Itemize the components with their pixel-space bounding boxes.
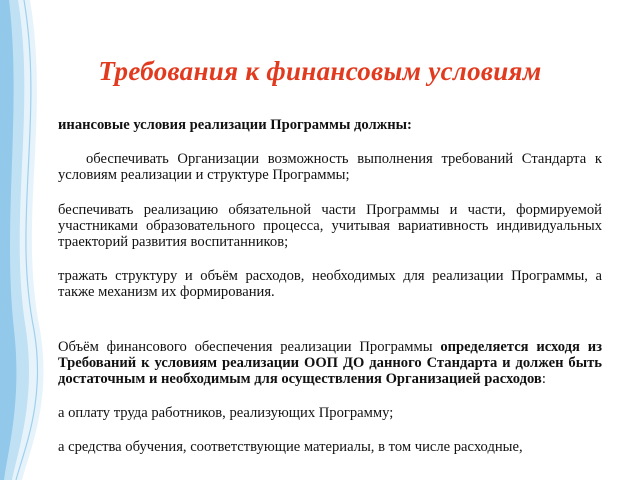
funding-paragraph-end: : — [541, 371, 546, 388]
funding-paragraph-start: Объём финансового обеспечения реализации Программы — [58, 338, 441, 355]
requirement-item-1: обеспечивать Организации возможность выполнения требований Стандарта к условиям реализации и структуре Программы; — [58, 151, 602, 184]
funding-paragraph — [58, 339, 602, 388]
slide-body — [58, 117, 602, 456]
expense-item-2: а средства обучения, соответствующие материалы, в том числе расходные, — [58, 439, 523, 456]
requirement-item-2: беспечивать реализацию обязательной части Программы и части, формируемой участниками образовательного процесса, учитывая вариативность индивидуальных траекторий развития воспитанников; — [58, 201, 602, 251]
funding-paragraph-bold: определяется исходя из Требований к условиям реализации ООП ДО данного Стандарта и должен быть достаточным и необходимым для осуществления Организацией расходов — [58, 338, 602, 388]
expense-item-1: а оплату труда работников, реализующих Программу; — [58, 405, 394, 422]
slide-title: Требования к финансовым условиям — [98, 56, 542, 86]
lead-paragraph: инансовые условия реализации Программы должны: — [58, 117, 412, 133]
requirement-item-3: тражать структуру и объём расходов, необходимых для реализации Программы, а также механизм их формирования. — [58, 268, 602, 301]
